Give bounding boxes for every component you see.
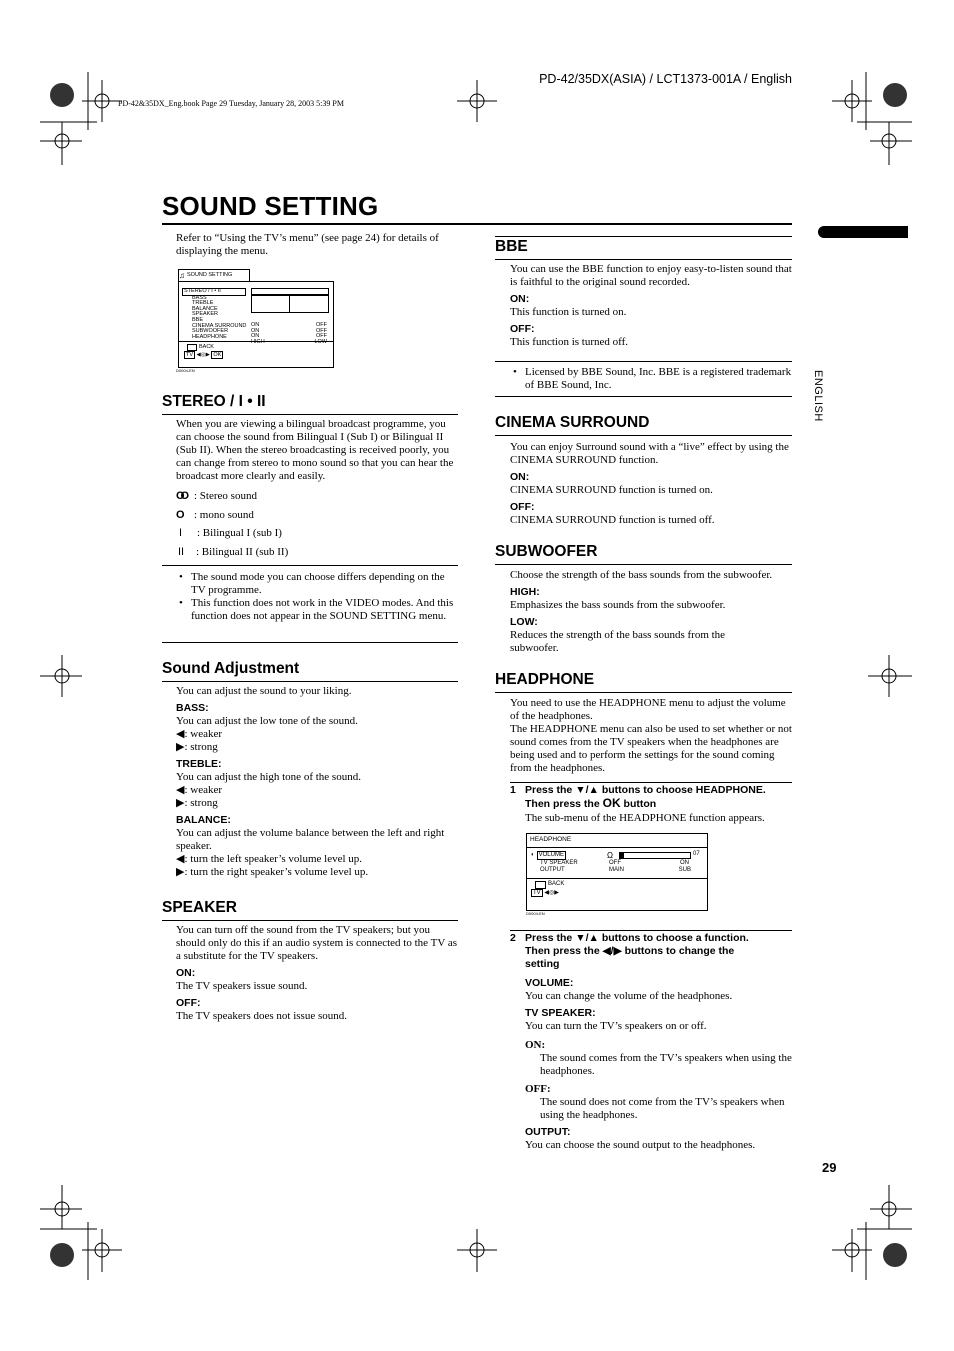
bilingual-2-icon: II bbox=[178, 545, 185, 558]
bass-label: BASS: bbox=[176, 702, 209, 714]
bbe-note: • Licensed by BBE Sound, Inc. BBE is a registered trademark of BBE Sound, Inc. bbox=[510, 366, 792, 392]
menu-item[interactable]: STEREO / I • II bbox=[182, 288, 246, 296]
stereo-value-box bbox=[251, 288, 329, 295]
value-rows: ON OFF ON OFF ON OFF bbox=[251, 322, 327, 340]
speaker-heading: SPEAKER bbox=[162, 899, 237, 916]
left-right-arrow-icon: ◀/▶ bbox=[602, 945, 622, 957]
cinema-on-label: ON: bbox=[510, 471, 530, 483]
speaker-section bbox=[162, 899, 458, 921]
sound-adjustment-body: You can adjust the sound to your liking. BASS: You can adjust the low tone of the sound. ◀: weaker ▶: strong TREBLE: You can adjust the high tone of the sound. ◀: weaker ▶: strong BALANCE: You can adjust the volume balance between the left and right speaker. ◀: turn the left speaker’s volume level up. ▶: turn the right speaker’s volume level up. bbox=[176, 685, 460, 879]
menu-item[interactable]: HEADPHONE bbox=[192, 333, 227, 340]
stereo-section bbox=[162, 393, 458, 415]
right-arrow-icon: ▶ bbox=[176, 797, 185, 809]
page-number: 29 bbox=[822, 1160, 837, 1175]
right-arrow-icon: ▶ bbox=[176, 741, 185, 753]
headphone-heading: HEADPHONE bbox=[495, 671, 595, 688]
menu-items bbox=[182, 288, 246, 340]
speaker-on-label: ON: bbox=[176, 967, 196, 979]
cinema-section bbox=[495, 414, 792, 436]
menu-item[interactable]: SPEAKER bbox=[192, 311, 218, 318]
tv-speaker-label: TV SPEAKER: bbox=[525, 1007, 596, 1019]
sound-setting-menu-screen bbox=[176, 268, 334, 374]
step-rule bbox=[510, 782, 792, 783]
menu-item[interactable]: SUBWOOFER bbox=[192, 328, 229, 335]
bbe-on-label: ON: bbox=[510, 293, 530, 305]
right-arrow-icon: ▶ bbox=[176, 866, 185, 878]
menu-item[interactable]: BALANCE bbox=[192, 305, 218, 312]
note-item: • The sound mode you can choose differs depending on the TV programme. bbox=[176, 571, 458, 597]
subwoofer-high-label: HIGH: bbox=[510, 586, 540, 598]
output-label: OUTPUT: bbox=[525, 1126, 571, 1138]
down-up-arrow-icon: ▼/▲ bbox=[575, 932, 599, 944]
sound-adjustment-heading: Sound Adjustment bbox=[162, 660, 300, 677]
menu-tab-label: SOUND SETTING bbox=[187, 271, 233, 278]
subwoofer-body: Choose the strength of the bass sounds from the subwoofer. HIGH: Emphasizes the bass sounds from the subwoofer. LOW: Reduces the strength of the bass sounds from the subwoofer. bbox=[510, 569, 794, 655]
title-rule bbox=[162, 223, 792, 225]
stereo-modes: OO : Stereo sound O : mono sound I : Bilingual I (sub I) II : Bilingual II (sub II) bbox=[176, 487, 460, 561]
cinema-body: You can enjoy Surround sound with a “live” effect by using the CINEMA SURROUND function. ON: CINEMA SURROUND function is turned on. OFF: CINEMA SURROUND function is turned off. bbox=[510, 441, 794, 527]
stereo-body: When you are viewing a bilingual broadcast programme, you can choose the sound from Bilingual I (Sub I) or Bilingual II (Sub II). When the stereo broadcasting is received poorly, you can change from stereo to mono sound so that you can hear the broadcast more clearly and easily. bbox=[176, 418, 454, 482]
menu-item[interactable]: CINEMA SURROUND bbox=[192, 322, 247, 329]
menu-item[interactable]: BASS bbox=[192, 294, 207, 301]
menu-item[interactable]: BBE bbox=[192, 316, 204, 323]
language-label: ENGLISH bbox=[812, 370, 824, 422]
book-line: PD-42&35DX_Eng.book Page 29 Tuesday, January 28, 2003 5:39 PM bbox=[118, 99, 344, 108]
treble-label: TREBLE: bbox=[176, 758, 222, 770]
back-label: BACK bbox=[199, 343, 214, 350]
ok-icon: OK bbox=[602, 796, 621, 810]
note-rule bbox=[495, 361, 792, 362]
speaker-body: You can turn off the sound from the TV speakers; but you should only do this if an audio system is connected to the TV as a substitute for the TV speakers. ON: The TV speakers issue sound. OFF: The TV speakers does not issue sound. bbox=[176, 924, 460, 1023]
left-arrow-icon: ◀ bbox=[176, 728, 185, 740]
subwoofer-low-label: LOW: bbox=[510, 616, 538, 628]
music-note-icon: ♫ bbox=[179, 270, 185, 280]
headphone-screen-title: HEADPHONE bbox=[530, 836, 572, 843]
slider-boxes bbox=[251, 295, 329, 313]
note-rule bbox=[495, 396, 792, 397]
stereo-heading: STEREO / I • II bbox=[162, 393, 266, 410]
menu-item[interactable]: TREBLE bbox=[192, 300, 214, 307]
remote-button-icon bbox=[187, 344, 197, 351]
left-arrow-icon: ◀ bbox=[176, 784, 185, 796]
speaker-off-label: OFF: bbox=[176, 997, 201, 1009]
stereo-sound-icon: OO bbox=[176, 490, 186, 502]
page-title: SOUND SETTING bbox=[162, 191, 379, 221]
headphone-menu-screen: HEADPHONE ◐ VOLUME TV SPEAKER OUTPUT Ω 07 OFF ON MAIN SUB BACK TV ◀◎▶ D0004-EN bbox=[526, 833, 708, 917]
sound-adjustment-section bbox=[162, 660, 458, 682]
left-arrow-icon: ◀ bbox=[176, 853, 185, 865]
model-line: PD-42/35DX(ASIA) / LCT1373-001A / English bbox=[539, 72, 792, 86]
dpad-icon: TV ◀◎▶ OK bbox=[186, 352, 222, 358]
bbe-section bbox=[495, 238, 792, 260]
balance-label: BALANCE: bbox=[176, 814, 231, 826]
hp-on-label: ON: bbox=[525, 1039, 546, 1051]
headphone-body: You need to use the HEADPHONE menu to adjust the volume of the headphones. The HEADPHONE menu can also be used to set whether or not sound comes from the TV speakers when the headphones are being used and to perform the settings for the sound coming from the headphones. bbox=[510, 697, 792, 774]
volume-label: VOLUME: bbox=[525, 977, 574, 989]
stereo-notes bbox=[176, 571, 458, 623]
cinema-heading: CINEMA SURROUND bbox=[495, 414, 650, 431]
note-item: • This function does not work in the VIDEO modes. And this function does not appear in the SOUND SETTING menu. bbox=[176, 597, 458, 623]
volume-bar bbox=[619, 852, 691, 859]
headphone-section bbox=[495, 671, 792, 693]
bbe-off-label: OFF: bbox=[510, 323, 535, 335]
step-rule bbox=[510, 930, 792, 931]
note-rule bbox=[162, 642, 458, 643]
cinema-off-label: OFF: bbox=[510, 501, 535, 513]
bbe-body: You can use the BBE function to enjoy easy-to-listen sound that is faithful to the original sound recorded. ON: This function is turned on. OFF: This function is turned off. bbox=[510, 263, 794, 349]
hp-off-label: OFF: bbox=[525, 1083, 551, 1095]
headphone-step-1: 1 Press the ▼/▲ buttons to choose HEADPHONE. Then press the OK button The sub-menu of the HEADPHONE function appears. bbox=[510, 784, 766, 824]
mono-sound-icon: O bbox=[176, 508, 185, 521]
intro-text: Refer to “Using the TV’s menu” (see page 24) for details of displaying the menu. bbox=[176, 232, 439, 257]
headphone-volume-icon: Ω bbox=[607, 851, 613, 860]
screen-code: D0004-EN bbox=[526, 911, 545, 916]
subwoofer-section bbox=[495, 543, 792, 565]
screen-code: D0004-EN bbox=[176, 368, 195, 373]
dpad-icon: TV ◀◎▶ bbox=[533, 890, 559, 896]
headphone-step-2: 2 Press the ▼/▲ buttons to choose a function. Then press the ◀/▶ buttons to change the setting VOLUME: You can change the volume of the headphones. TV SPEAKER: You can turn the TV’s speakers on or off. ON: The sound comes from the TV’s speakers when using the headphones. OFF: The sound does not come from the TV’s speakers when using the headphones. OUTPUT: You can choose the sound output to the headphones. bbox=[510, 932, 794, 1150]
headphone-icon: ◐ bbox=[531, 852, 535, 858]
bbe-heading: BBE bbox=[495, 238, 528, 255]
down-up-arrow-icon: ▼/▲ bbox=[575, 784, 599, 796]
remote-button-icon bbox=[535, 881, 546, 889]
chapter-tab bbox=[818, 226, 908, 238]
subwoofer-heading: SUBWOOFER bbox=[495, 543, 598, 560]
bilingual-1-icon: I bbox=[179, 527, 183, 539]
note-rule bbox=[162, 565, 458, 566]
column-top-rule bbox=[495, 236, 792, 237]
headphone-rows: ◐ VOLUME TV SPEAKER OUTPUT bbox=[531, 852, 578, 873]
